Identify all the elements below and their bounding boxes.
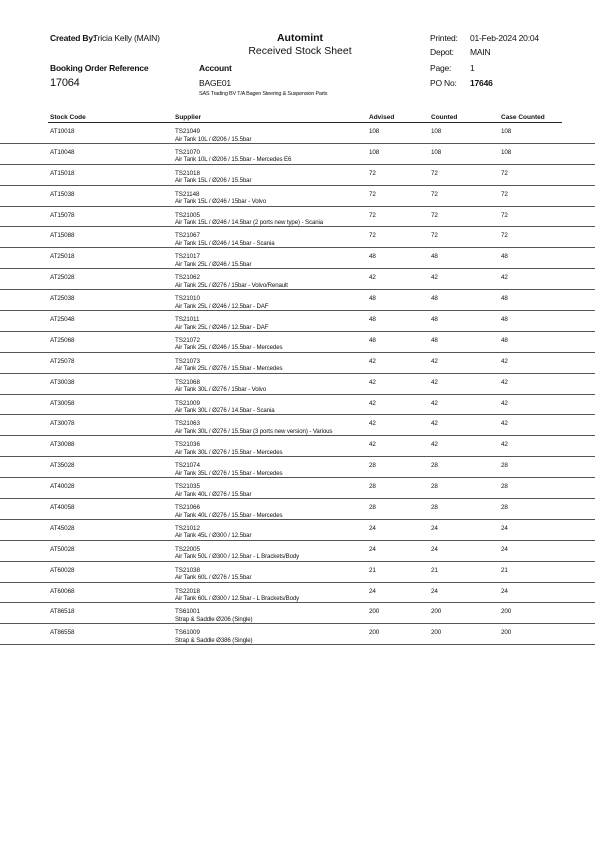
table-row [0, 353, 595, 374]
advised-qty: 42 [369, 399, 376, 407]
printed-value: 01-Feb-2024 20:04 [470, 33, 539, 43]
counted-qty: 42 [431, 357, 438, 365]
advised-qty: 48 [369, 253, 376, 261]
po-value: 17646 [470, 78, 493, 88]
item-description: Strap & Saddle Ø386 (Single) [175, 636, 253, 644]
account-code: BAGE01 [199, 78, 231, 88]
table-row [0, 624, 595, 645]
supplier-code: TS21009 [175, 399, 200, 407]
printed-label: Printed: [430, 33, 458, 43]
stock-code: AT15088 [50, 232, 75, 240]
booking-ref-label: Booking Order Reference [50, 63, 149, 73]
table-row [0, 123, 595, 144]
advised-qty: 72 [369, 211, 376, 219]
counted-qty: 42 [431, 378, 438, 386]
item-description: Air Tank 10L / Ø206 / 15.5bar - Mercedes E6 [175, 156, 292, 164]
stock-code: AT45028 [50, 524, 75, 532]
supplier-code: TS21068 [175, 378, 200, 386]
counted-qty: 42 [431, 399, 438, 407]
item-description: Air Tank 15L / Ø246 / 14.5bar - Scania [175, 239, 275, 247]
item-description: Air Tank 15L / Ø206 / 15.5bar [175, 177, 252, 185]
case-counted-qty: 21 [501, 566, 508, 574]
case-counted-qty: 108 [501, 148, 512, 156]
table-row [0, 562, 595, 583]
advised-qty: 21 [369, 566, 376, 574]
advised-qty: 72 [369, 190, 376, 198]
supplier-code: TS21072 [175, 336, 200, 344]
counted-qty: 72 [431, 169, 438, 177]
advised-qty: 200 [369, 629, 380, 637]
table-row [0, 207, 595, 228]
stock-code: AT25048 [50, 316, 75, 324]
table-row [0, 395, 595, 416]
stock-code: AT60068 [50, 587, 75, 595]
supplier-code: TS21074 [175, 462, 200, 470]
table-row [0, 499, 595, 520]
case-counted-qty: 72 [501, 232, 508, 240]
col-counted: Counted [431, 114, 458, 121]
case-counted-qty: 48 [501, 316, 508, 324]
advised-qty: 28 [369, 483, 376, 491]
supplier-code: TS21011 [175, 316, 200, 324]
stock-code: AT25028 [50, 274, 75, 282]
item-description: Air Tank 25L / Ø246 / 15.5bar - Mercedes [175, 344, 283, 352]
supplier-code: TS21066 [175, 504, 200, 512]
counted-qty: 108 [431, 148, 442, 156]
booking-ref-value: 17064 [50, 77, 80, 89]
case-counted-qty: 72 [501, 190, 508, 198]
case-counted-qty: 72 [501, 211, 508, 219]
counted-qty: 48 [431, 316, 438, 324]
table-row [0, 227, 595, 248]
table-row [0, 541, 595, 562]
po-label: PO No: [430, 78, 457, 88]
counted-qty: 48 [431, 253, 438, 261]
counted-qty: 72 [431, 211, 438, 219]
table-row [0, 478, 595, 499]
table-row [0, 290, 595, 311]
counted-qty: 42 [431, 441, 438, 449]
stock-code: AT25078 [50, 357, 75, 365]
counted-qty: 28 [431, 504, 438, 512]
table-row [0, 248, 595, 269]
case-counted-qty: 24 [501, 587, 508, 595]
item-description: Air Tank 30L / Ø276 / 15.5bar - Mercedes [175, 448, 283, 456]
stock-code: AT35028 [50, 462, 75, 470]
case-counted-qty: 24 [501, 524, 508, 532]
item-description: Air Tank 25L / Ø246 / 12.5bar - DAF [175, 302, 269, 310]
item-description: Air Tank 30L / Ø276 / 15.5bar (3 ports new version) - Various [175, 427, 333, 435]
supplier-code: TS61001 [175, 608, 200, 616]
supplier-code: TS22005 [175, 545, 200, 553]
supplier-code: TS21018 [175, 169, 200, 177]
supplier-code: TS21063 [175, 420, 200, 428]
stock-code: AT30038 [50, 378, 75, 386]
item-description: Air Tank 40L / Ø276 / 15.5bar [175, 490, 252, 498]
supplier-code: TS21035 [175, 483, 200, 491]
advised-qty: 48 [369, 295, 376, 303]
counted-qty: 200 [431, 629, 442, 637]
table-row [0, 144, 595, 165]
advised-qty: 48 [369, 336, 376, 344]
advised-qty: 42 [369, 274, 376, 282]
counted-qty: 28 [431, 462, 438, 470]
counted-qty: 48 [431, 336, 438, 344]
counted-qty: 24 [431, 545, 438, 553]
advised-qty: 28 [369, 462, 376, 470]
case-counted-qty: 48 [501, 336, 508, 344]
case-counted-qty: 42 [501, 378, 508, 386]
stock-code: AT86558 [50, 629, 75, 637]
case-counted-qty: 48 [501, 253, 508, 261]
item-description: Air Tank 25L / Ø246 / 12.5bar - DAF [175, 323, 269, 331]
sheet-title: Received Stock Sheet [248, 45, 352, 57]
advised-qty: 200 [369, 608, 380, 616]
table-row [0, 457, 595, 478]
supplier-code: TS21038 [175, 566, 200, 574]
item-description: Air Tank 60L / Ø300 / 12.5bar - L Brackets/Body [175, 595, 300, 603]
depot-value: MAIN [470, 47, 491, 57]
item-description: Strap & Saddle Ø206 (Single) [175, 615, 253, 623]
counted-qty: 48 [431, 295, 438, 303]
case-counted-qty: 42 [501, 274, 508, 282]
account-name: SAS Trading BV T/A Bagen Steering & Suspension Parts [199, 91, 328, 97]
advised-qty: 42 [369, 357, 376, 365]
item-description: Air Tank 60L / Ø276 / 15.5bar [175, 574, 252, 582]
advised-qty: 28 [369, 504, 376, 512]
advised-qty: 24 [369, 587, 376, 595]
col-advised: Advised [369, 114, 395, 121]
supplier-code: TS21005 [175, 211, 200, 219]
counted-qty: 72 [431, 190, 438, 198]
item-description: Air Tank 35L / Ø276 / 15.5bar - Mercedes [175, 469, 283, 477]
case-counted-qty: 42 [501, 420, 508, 428]
table-row [0, 186, 595, 207]
item-description: Air Tank 25L / Ø246 / 15.5bar [175, 260, 252, 268]
account-label: Account [199, 63, 232, 73]
supplier-code: TS61009 [175, 629, 200, 637]
counted-qty: 24 [431, 587, 438, 595]
counted-qty: 24 [431, 524, 438, 532]
supplier-code: TS21049 [175, 128, 200, 135]
stock-code: AT15078 [50, 211, 75, 219]
stock-code: AT30078 [50, 420, 75, 428]
page-label: Page: [430, 63, 452, 73]
advised-qty: 42 [369, 378, 376, 386]
item-description: Air Tank 15L / Ø246 / 14.5bar (2 ports new type) - Scania [175, 219, 324, 227]
app-title: Automint [276, 32, 324, 44]
table-row [0, 332, 595, 353]
stock-code: AT50028 [50, 545, 75, 553]
item-description: Air Tank 30L / Ø276 / 15bar - Volvo [175, 386, 267, 394]
table-row [0, 583, 595, 604]
table-row [0, 603, 595, 624]
advised-qty: 108 [369, 148, 380, 156]
col-stock-code: Stock Code [50, 114, 86, 121]
case-counted-qty: 42 [501, 441, 508, 449]
advised-qty: 42 [369, 441, 376, 449]
stock-code: AT40058 [50, 504, 75, 512]
stock-code: AT25038 [50, 295, 75, 303]
depot-label: Depot: [430, 47, 454, 57]
stock-code: AT40028 [50, 483, 75, 491]
page-value: 1 [470, 63, 475, 73]
counted-qty: 108 [431, 128, 442, 135]
stock-code: AT86518 [50, 608, 75, 616]
advised-qty: 48 [369, 316, 376, 324]
stock-code: AT25068 [50, 336, 75, 344]
counted-qty: 200 [431, 608, 442, 616]
item-description: Air Tank 15L / Ø246 / 15bar - Volvo [175, 198, 267, 206]
case-counted-qty: 42 [501, 399, 508, 407]
case-counted-qty: 200 [501, 608, 512, 616]
table-row [0, 311, 595, 332]
stock-code: AT15038 [50, 190, 75, 198]
advised-qty: 72 [369, 169, 376, 177]
advised-qty: 24 [369, 545, 376, 553]
created-by-value: Tricia Kelly (MAIN) [93, 33, 160, 43]
case-counted-qty: 108 [501, 128, 512, 135]
supplier-code: TS21036 [175, 441, 200, 449]
item-description: Air Tank 25L / Ø276 / 15bar - Volvo/Renault [175, 281, 288, 289]
stock-code: AT10048 [50, 148, 75, 156]
stock-code: AT15018 [50, 169, 75, 177]
supplier-code: TS21067 [175, 232, 200, 240]
item-description: Air Tank 25L / Ø276 / 15.5bar - Mercedes [175, 365, 283, 373]
advised-qty: 108 [369, 128, 380, 135]
stock-code: AT60028 [50, 566, 75, 574]
supplier-code: TS21073 [175, 357, 200, 365]
case-counted-qty: 200 [501, 629, 512, 637]
stock-code: AT30088 [50, 441, 75, 449]
item-description: Air Tank 30L / Ø276 / 14.5bar - Scania [175, 407, 275, 415]
counted-qty: 42 [431, 274, 438, 282]
stock-code: AT30058 [50, 399, 75, 407]
table-row [0, 415, 595, 436]
case-counted-qty: 28 [501, 462, 508, 470]
counted-qty: 21 [431, 566, 438, 574]
supplier-code: TS21062 [175, 274, 200, 282]
counted-qty: 42 [431, 420, 438, 428]
table-row [0, 374, 595, 395]
case-counted-qty: 28 [501, 504, 508, 512]
item-description: Air Tank 40L / Ø276 / 15.5bar - Mercedes [175, 511, 283, 519]
case-counted-qty: 42 [501, 357, 508, 365]
case-counted-qty: 28 [501, 483, 508, 491]
item-description: Air Tank 45L / Ø300 / 12.5bar [175, 532, 252, 540]
item-description: Air Tank 50L / Ø300 / 12.5bar - L Brackets/Body [175, 553, 300, 561]
counted-qty: 28 [431, 483, 438, 491]
supplier-code: TS21017 [175, 253, 200, 261]
advised-qty: 24 [369, 524, 376, 532]
supplier-code: TS22018 [175, 587, 200, 595]
advised-qty: 72 [369, 232, 376, 240]
table-row [0, 436, 595, 457]
supplier-code: TS21070 [175, 148, 200, 156]
advised-qty: 42 [369, 420, 376, 428]
supplier-code: TS21148 [175, 190, 200, 198]
table-row [0, 269, 595, 290]
stock-code: AT25018 [50, 253, 75, 261]
stock-table-body [0, 123, 595, 645]
case-counted-qty: 24 [501, 545, 508, 553]
case-counted-qty: 48 [501, 295, 508, 303]
counted-qty: 72 [431, 232, 438, 240]
item-description: Air Tank 10L / Ø206 / 15.5bar [175, 135, 252, 143]
table-row [0, 520, 595, 541]
case-counted-qty: 72 [501, 169, 508, 177]
stock-code: AT10018 [50, 128, 75, 135]
supplier-code: TS21010 [175, 295, 200, 303]
created-by-label: Created By: [50, 33, 96, 43]
col-case-counted: Case Counted [501, 114, 545, 121]
supplier-code: TS21012 [175, 524, 200, 532]
table-row [0, 165, 595, 186]
col-supplier: Supplier [175, 114, 202, 121]
